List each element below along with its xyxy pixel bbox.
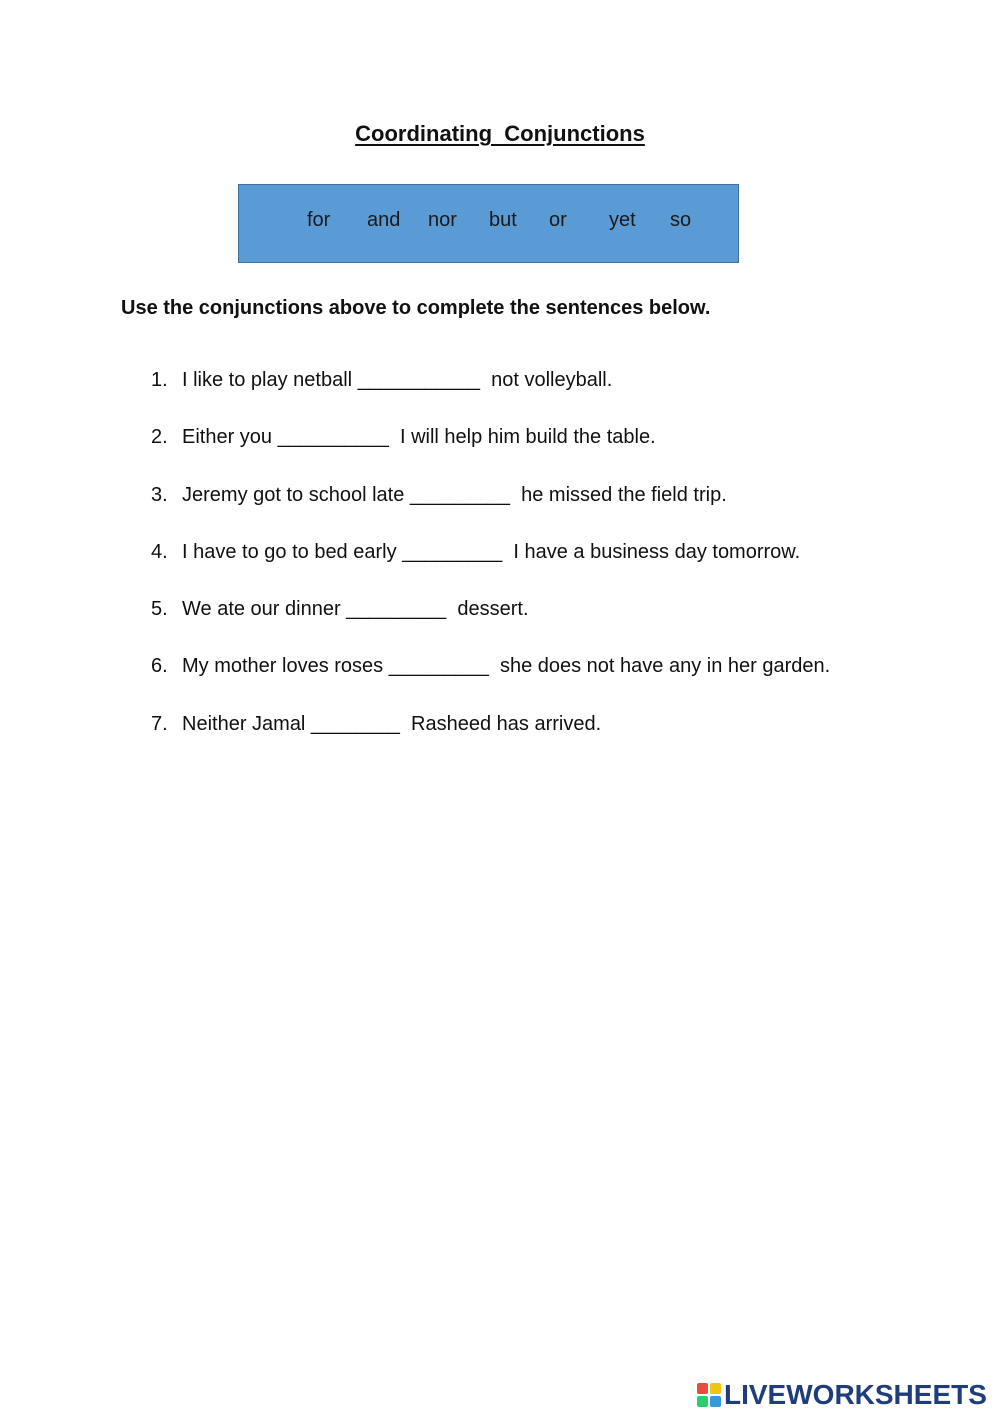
question-item — [151, 541, 800, 564]
question-text: I like to play netball ___________ not volleyball. — [182, 369, 613, 391]
word-bank-word: or — [549, 209, 567, 231]
word-bank-word: so — [670, 209, 692, 231]
question-number: 6. — [151, 655, 168, 677]
question-item — [151, 598, 529, 621]
question-number: 3. — [151, 484, 168, 506]
logo-square — [697, 1383, 708, 1394]
question-number: 1. — [151, 369, 168, 391]
liveworksheets-logo-icon — [697, 1383, 721, 1407]
word-bank-word: yet — [609, 209, 636, 231]
question-item — [151, 484, 727, 507]
question-item — [151, 369, 612, 392]
word-bank-word: and — [367, 209, 401, 231]
logo-square — [710, 1383, 721, 1394]
logo-square — [697, 1396, 708, 1407]
instructions: Use the conjunctions above to complete the sentences below. — [121, 297, 711, 319]
word-bank-word: but — [489, 209, 517, 231]
question-number: 5. — [151, 598, 168, 620]
word-bank-word: nor — [428, 209, 457, 231]
question-text: My mother loves roses _________ she does not have any in her garden. — [182, 655, 831, 677]
question-number: 4. — [151, 541, 168, 563]
page-title: Coordinating Conjunctions — [355, 121, 645, 146]
brand-name: LIVEWORKSHEETS — [724, 1379, 987, 1410]
logo-square — [710, 1396, 721, 1407]
question-text: I have to go to bed early _________ I have a business day tomorrow. — [182, 541, 801, 563]
question-text: We ate our dinner _________ dessert. — [182, 598, 529, 620]
word-bank-word: for — [307, 209, 331, 231]
question-text: Either you __________ I will help him build the table. — [182, 426, 656, 448]
question-number: 7. — [151, 713, 168, 735]
question-text: Jeremy got to school late _________ he missed the field trip. — [182, 484, 727, 506]
question-item — [151, 655, 830, 678]
question-number: 2. — [151, 426, 168, 448]
question-text: Neither Jamal ________ Rasheed has arrived. — [182, 713, 602, 735]
question-item — [151, 426, 656, 449]
word-bank-box — [238, 184, 739, 263]
brand-footer — [697, 1379, 987, 1411]
question-item — [151, 713, 601, 736]
